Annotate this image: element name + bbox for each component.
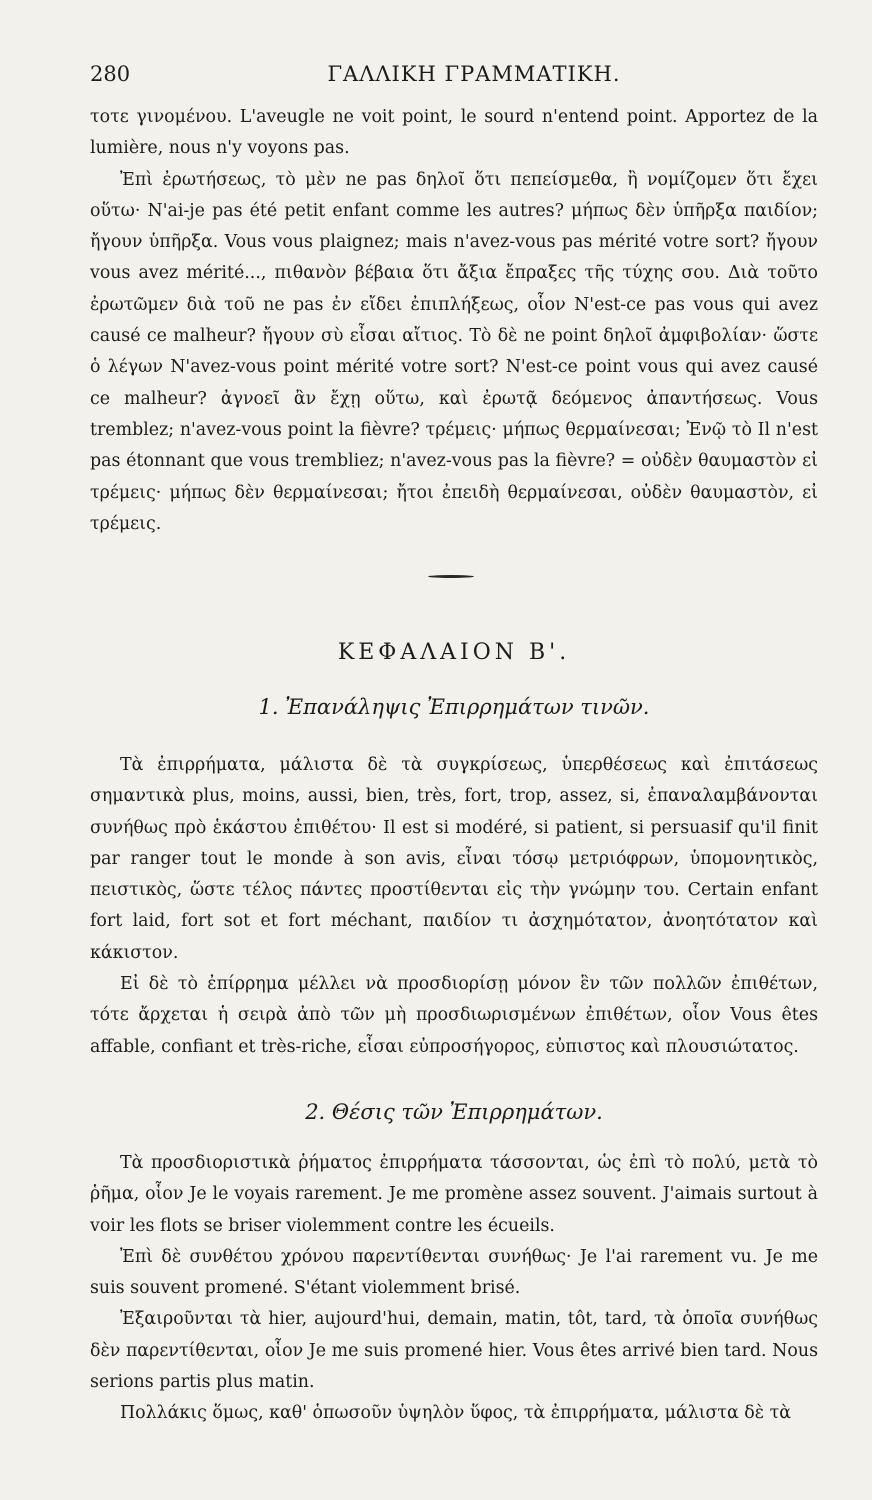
section-2-title: 2. Θέσις τῶν Ἐπιρρημάτων. (305, 1100, 603, 1124)
paragraph: Τὰ ἐπιρρήματα, μάλιστα δὲ τὰ συγκρίσεως, ὑπερθέσεως καὶ ἐπιτάσεως σημαντικὰ plus, moins, aussi, bien, très, fort, trop, assez, si, ἐπαναλαμβάνονται συνήθως πρὸ ἑκάστου ἐπιθέτου· Il est si modéré, si patient, si persuasif qu'il finit par ranger tout le monde à son avis, εἶναι τόσῳ μετριόφρων, ὑπομονητικὸς, πειστικὸς, ὥστε τέλος πάντες προστίθενται εἰς τὴν γνώμην του. Certain enfant fort laid, fort sot et fort méchant, παιδίον τι ἀσχημότατον, ἀνοητότατον καὶ κάκιστον. (90, 755, 818, 963)
paragraph: Ἐπὶ ἐρωτήσεως, τὸ μὲν ne pas δηλοῖ ὅτι πεπείσμεθα, ἢ νομίζομεν ὅτι ἔχει οὕτω· N'ai-je pas été petit enfant comme les autres? μήπως δὲν ὑπῆρξα παιδίον; ἤγουν ὑπῆρξα. Vous vous plaignez; mais n'avez-vous pas mérité votre sort? ἤγουν vous avez mérité..., πιθανὸν βέβαια ὅτι ἄξια ἔπραξες τῆς τύχης σου. Διὰ τοῦτο ἐρωτῶμεν διὰ τοῦ ne pas ἐν εἴδει ἐπιπλήξεως, οἷον N'est-ce pas vous qui avez causé ce malheur? ἤγουν σὺ εἶσαι αἴτιος. Τὸ δὲ ne point δηλοῖ ἀμφιβολίαν· ὥστε ὁ λέγων N'avez-vous point mérité votre sort? N'est-ce point vous qui avez causé ce malheur? ἀγνοεῖ ἂν ἔχῃ οὕτω, καὶ ἐρωτᾷ δεόμενος ἀπαντήσεως. Vous tremblez; n'avez-vous point la fièvre? τρέμεις· μήπως θερμαίνεσαι; Ἐνῷ τὸ Il n'est pas étonnant que vous trembliez; n'avez-vous pas la fièvre? = οὐδὲν θαυμαστὸν εἰ τρέμεις· μήπως δὲν θερμαίνεσαι; ἤτοι ἐπειδὴ θερμαίνεσαι, οὐδὲν θαυμαστὸν, εἰ τρέμεις. (90, 169, 818, 534)
page-number: 280 (90, 62, 131, 86)
paragraph: Εἰ δὲ τὸ ἐπίρρημα μέλλει νὰ προσδιορίσῃ μόνον ἓν τῶν πολλῶν ἐπιθέτων, τότε ἄρχεται ἡ σειρὰ ἀπὸ τῶν μὴ προσδιωρισμένων ἐπιθέτων, οἷον Vous êtes affable, confiant et très-riche, εἶσαι εὐπροσήγορος, εὐπιστος καὶ πλουσιώτατος. (90, 974, 818, 1057)
paragraph: Ἐξαιροῦνται τὰ hier, aujourd'hui, demain, matin, tôt, tard, τὰ ὁποῖα συνήθως δὲν παρεντίθενται, οἷον Je me suis promené hier. Vous êtes arrivé bien tard. Nous serions partis plus matin. (90, 1309, 818, 1393)
paragraph: Τὰ προσδιοριστικὰ ῥήματος ἐπιρρήματα τάσσονται, ὡς ἐπὶ τὸ πολύ, μετὰ τὸ ῥῆμα, οἷον Je le voyais rarement. Je me promène assez souvent. J'aimais surtout à voir les flots se briser violemment contre les écueils. (90, 1153, 818, 1236)
running-header (90, 62, 818, 94)
section-1-title: 1. Ἐπανάληψις Ἐπιρρημάτων τινῶν. (258, 695, 650, 719)
paragraph: Πολλάκις ὅμως, καθ' ὁπωσοῦν ὑψηλὸν ὕφος, τὰ ἐπιρρήματα, μάλιστα δὲ τὰ (120, 1403, 791, 1424)
paragraph: Ἐπὶ δὲ συνθέτου χρόνου παρεντίθενται συνήθως· Je l'ai rarement vu. Je me suis souvent promené. S'étant violemment brisé. (90, 1246, 818, 1299)
section-2-text (90, 1148, 818, 1430)
paragraph: τοτε γινομένου. L'aveugle ne voit point, le sourd n'entend point. Apportez de la lumière, nous n'y voyons pas. (90, 107, 818, 159)
chapter-title: ΚΕΦΑΛΑΙΟΝ Β'. (337, 640, 571, 665)
top-text-block (90, 102, 818, 540)
running-title: ΓΑΛΛΙΚΗ ΓΡΑΜΜΑΤΙΚΗ. (327, 62, 621, 86)
section-1-text (90, 750, 818, 1063)
ornamental-rule (428, 575, 474, 578)
